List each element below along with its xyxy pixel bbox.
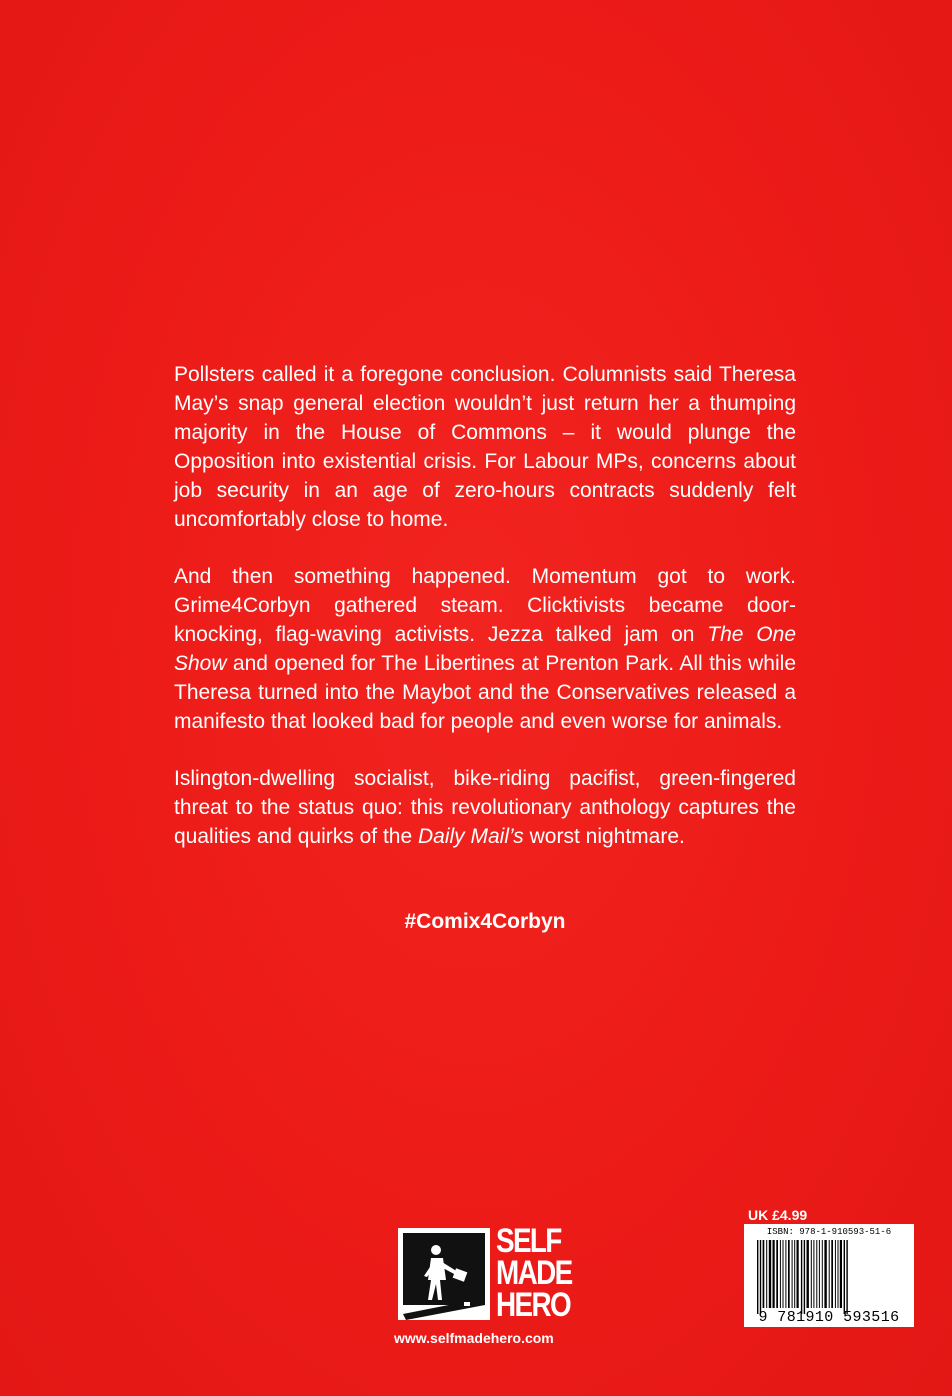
blurb-paragraph-3-text-a: Islington-dwelling socialist, bike-riding pacifist, green-fingered threat to the status quo: this revolutionary anthology captures the qualities and quirks of the bbox=[174, 767, 796, 848]
barcode-bar bbox=[846, 1240, 847, 1314]
barcode-bar bbox=[760, 1240, 761, 1314]
barcode-bar bbox=[801, 1240, 802, 1314]
barcode-bar bbox=[773, 1240, 775, 1308]
ean-number: 9 781910 593516 bbox=[758, 1309, 900, 1326]
isbn-barcode bbox=[744, 1224, 914, 1327]
barcode-bar bbox=[776, 1240, 778, 1308]
barcode-bar bbox=[783, 1240, 784, 1308]
logo-word-hero: HERO bbox=[496, 1286, 570, 1324]
blurb-paragraph-1-text: Pollsters called it a foregone conclusion. Columnists said Theresa May’s snap general election wouldn’t just return her a thumping majority in the House of Commons – it would plunge the Opposition into existential crisis. For Labour MPs, concerns about job security in an age of zero-hours contracts suddenly felt uncomfortably close to home. bbox=[174, 363, 796, 531]
publisher-wordmark bbox=[496, 1222, 576, 1324]
barcode-bar bbox=[829, 1240, 830, 1308]
blurb-paragraph-3 bbox=[174, 764, 796, 851]
barcode-bar bbox=[824, 1240, 826, 1308]
blurb bbox=[174, 360, 796, 851]
barcode-bar bbox=[757, 1240, 758, 1314]
tv-show-title: The One Show bbox=[174, 623, 796, 675]
blurb-paragraph-3-text-b: worst nightmare. bbox=[523, 825, 685, 848]
barcode-bar bbox=[804, 1240, 805, 1314]
logo-word-made: MADE bbox=[496, 1254, 572, 1292]
publisher-emblem bbox=[398, 1228, 490, 1320]
hashtag: #Comix4Corbyn bbox=[404, 910, 566, 933]
barcode-bar bbox=[792, 1240, 793, 1308]
barcode-bar bbox=[838, 1240, 839, 1308]
blurb-paragraph-2-text-b: and opened for The Libertines at Prenton Park. All this while Theresa turned into the Maybot and the Conservatives released a manifesto that looked bad for people and even worse for animals. bbox=[174, 652, 796, 733]
barcode-bar bbox=[822, 1240, 823, 1308]
barcode-bar bbox=[769, 1240, 771, 1308]
price-label: UK £4.99 bbox=[748, 1207, 808, 1223]
man-with-briefcase-icon bbox=[398, 1228, 490, 1320]
logo-word-self: SELF bbox=[496, 1222, 561, 1260]
barcode-bar bbox=[835, 1240, 836, 1308]
barcode-bar bbox=[785, 1240, 786, 1308]
blurb-paragraph-2-text-a: And then something happened. Momentum got to work. Grime4Corbyn gathered steam. Clicktivists became door-knocking, flag-waving activists. Jezza talked jam on bbox=[174, 565, 796, 646]
barcode-bar bbox=[811, 1240, 812, 1308]
barcode-bar bbox=[788, 1240, 790, 1308]
publisher-website[interactable]: www.selfmadehero.com bbox=[394, 1330, 554, 1346]
barcode-bar bbox=[763, 1240, 765, 1308]
barcode-bar bbox=[816, 1240, 817, 1308]
barcode-bar bbox=[840, 1240, 842, 1308]
barcode-bar bbox=[844, 1240, 845, 1314]
blurb-paragraph-1 bbox=[174, 360, 796, 534]
blurb-paragraph-2 bbox=[174, 562, 796, 736]
barcode-bar bbox=[797, 1240, 799, 1308]
barcode-bar bbox=[831, 1240, 833, 1308]
barcode-bar bbox=[766, 1240, 767, 1308]
barcode-bar bbox=[813, 1240, 814, 1308]
barcode-bar bbox=[794, 1240, 795, 1308]
newspaper-title: Daily Mail’s bbox=[417, 825, 524, 848]
isbn-label: ISBN: 978-1-910593-51-6 bbox=[766, 1227, 892, 1237]
barcode-bar bbox=[780, 1240, 781, 1308]
barcode-bar bbox=[807, 1240, 809, 1308]
barcode-bar bbox=[819, 1240, 820, 1308]
